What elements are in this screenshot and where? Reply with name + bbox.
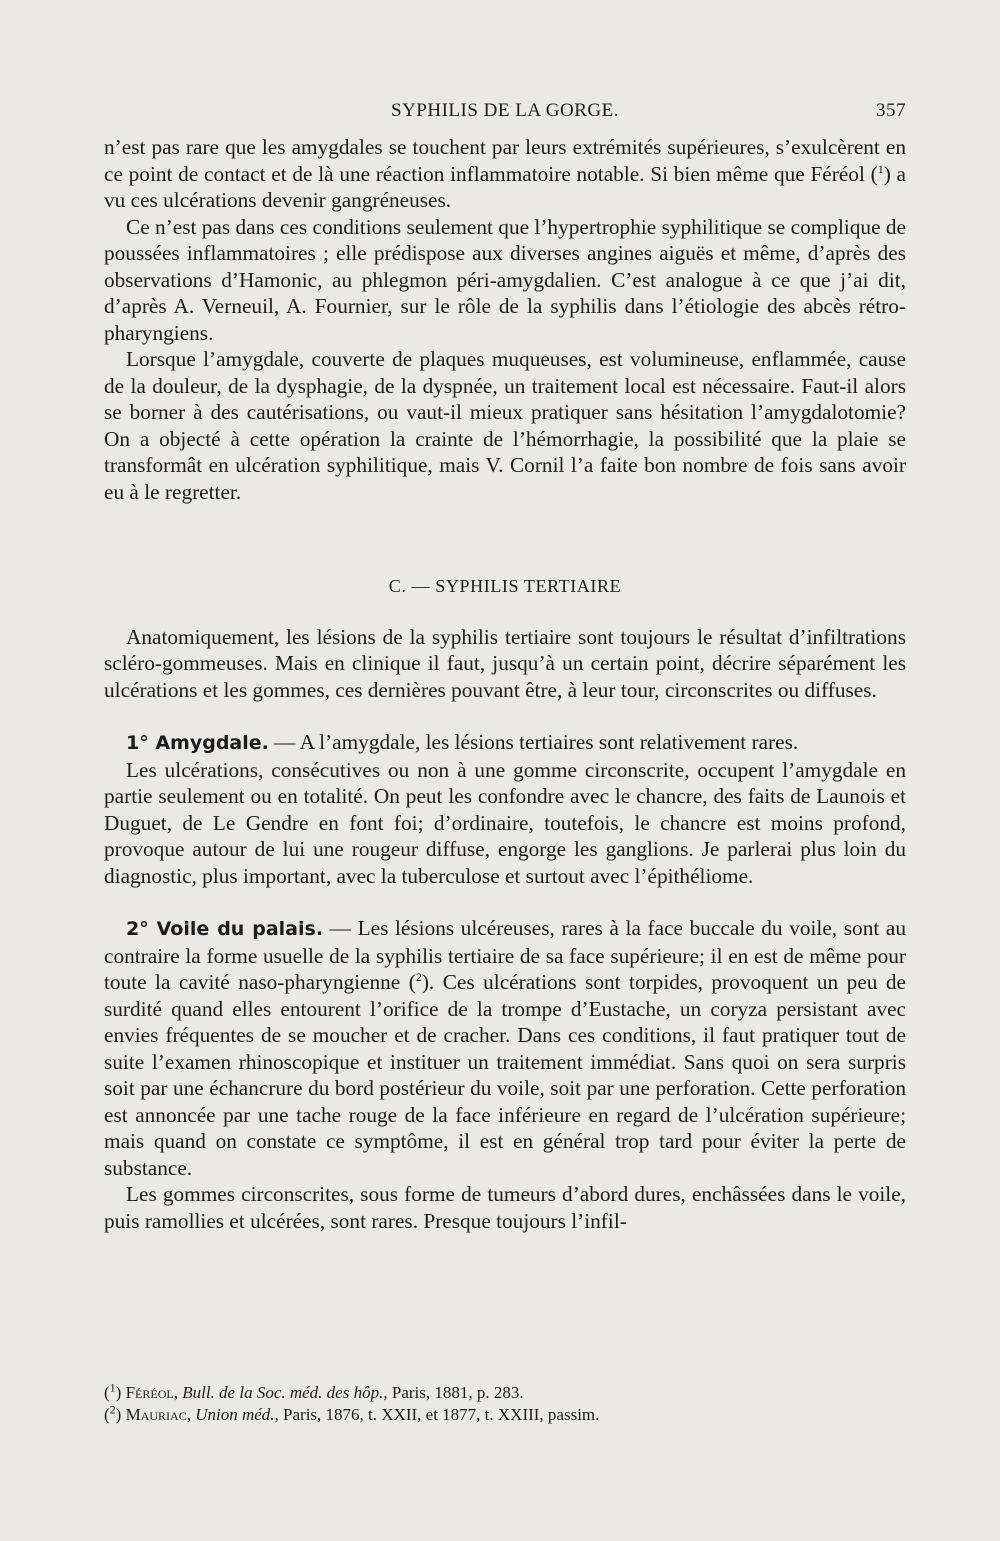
footnote-text: Paris, 1881, p. 283. xyxy=(387,1383,524,1402)
footnote-author: Féréol, xyxy=(125,1383,178,1402)
footnote-ref: 1 xyxy=(877,161,884,176)
paragraph-text: — A l’amygdale, les lésions tertiaires sont relativement rares. xyxy=(268,730,799,754)
paragraph: Les ulcérations, consécutives ou non à une gomme circonscrite, occupent l’amygdale en partie seulement ou en totalité. On peut les confondre avec le chancre, des faits de Launois et Duguet, de Le Gendre en font foi; d’ordinaire, toutefois, le chancre est moins profond, provoque autour de lui une rougeur diffuse, engorge les ganglions. Je parlerai plus loin du diagnostic, plus important, avec la tuberculose et surtout avec l’épithéliome. xyxy=(104,757,906,888)
running-title: SYPHILIS DE LA GORGE. xyxy=(391,100,619,121)
paragraph xyxy=(104,729,906,757)
subsection-heading: 1° Amygdale. xyxy=(126,732,269,754)
paragraph xyxy=(104,915,906,1181)
footnote-source: Bull. de la Soc. méd. des hôp., xyxy=(182,1383,388,1402)
paragraph-text: n’est pas rare que les amygdales se touchent par leurs extrémités supérieures, s’exulcèrent en ce point de contact et de là une réaction inflammatoire notable. Si bien même que Féréol ( xyxy=(104,135,906,186)
paragraph-text: ) a vu ces ulcérations devenir gangréneuses. xyxy=(104,161,906,212)
paragraph: Ce n’est pas dans ces conditions seulement que l’hypertrophie syphilitique se complique de poussées inflammatoires ; elle prédispose aux diverses angines aiguës et même, d’après des observations d’Hamonic, au phlegmon péri-amygdalien. C’est analogue à ce que j’ai dit, d’après A. Verneuil, A. Fournier, sur le rôle de la syphilis dans l’étiologie des abcès rétro-pharyngiens. xyxy=(104,214,906,345)
footnote-text: Paris, 1876, t. XXII, et 1877, t. XXIII, passim. xyxy=(278,1405,600,1424)
paragraph xyxy=(104,134,906,214)
paragraph-text: — Les lésions ulcéreuses, rares à la face buccale du voile, sont au contraire la forme usuelle de la syphilis tertiaire de sa face supérieure; il en est de même pour toute la cavité naso-pharyngienne ( xyxy=(104,916,906,994)
subsection-heading: 2° Voile du palais. xyxy=(126,918,324,940)
paragraph: Anatomiquement, les lésions de la syphilis tertiaire sont toujours le résultat d’infiltrations scléro-gommeuses. Mais en clinique il faut, jusqu’à un certain point, décrire séparément les ulcérations et les gommes, ces dernières pouvant être, à leur tour, circonscrites ou diffuses. xyxy=(104,624,906,702)
paragraph: Les gommes circonscrites, sous forme de tumeurs d’abord dures, enchâssées dans le voile, puis ramollies et ulcérées, sont rares. Presque toujours l’infil- xyxy=(104,1182,906,1233)
footnote-author: Mauriac, xyxy=(125,1405,191,1424)
footnote-source: Union méd., xyxy=(195,1405,279,1424)
running-header xyxy=(104,100,906,128)
page-number: 357 xyxy=(876,100,906,121)
footnote-ref: 2 xyxy=(415,969,422,984)
footnote: ($^2$) Mauriac, Union méd., Paris, 1876, t. XXII, et 1877, t. XXIII, passim. xyxy=(104,1402,600,1424)
footnote: ($^1$) Féréol, Bull. de la Soc. méd. des hôp., Paris, 1881, p. 283. xyxy=(104,1380,524,1402)
footnotes xyxy=(104,1382,906,1426)
footnote-number: 2 xyxy=(109,1402,116,1417)
section-title: C. — SYPHILIS TERTIAIRE xyxy=(388,576,622,596)
body-text xyxy=(104,134,906,1234)
paragraph-text: ). Ces ulcérations sont torpides, provoquent un peu de surdité quand elles entourent l’orifice de la trompe d’Eustache, un coryza persistant avec envies fréquentes de se moucher et de cracher. Dans ces conditions, il faut pratiquer tout de suite l’examen rhinoscopique et instituer un traitement immédiat. Sans quoi on sera surpris soit par une échancrure du bord postérieur du voile, soit par une perforation. Cette perforation est annoncée par une tache rouge de la face inférieure en regard de l’ulcération supérieure; mais quand on constate ce symptôme, il est en général trop tard pour éviter la perte de substance. xyxy=(104,970,907,1180)
footnote-number: 1 xyxy=(109,1380,116,1395)
paragraph: Lorsque l’amygdale, couverte de plaques muqueuses, est volumineuse, enflammée, cause de la douleur, de la dysphagie, de la dyspnée, un traitement local est nécessaire. Faut-il alors se borner à des cautérisations, ou vaut-il mieux pratiquer sans hésitation l’amygdalotomie? On a objecté à cette opération la crainte de l’hémorrhagie, la possibilité que la plaie se transformât en ulcération syphilitique, mais V. Cornil l’a faite bon nombre de fois sans avoir eu à le regretter. xyxy=(104,347,906,504)
